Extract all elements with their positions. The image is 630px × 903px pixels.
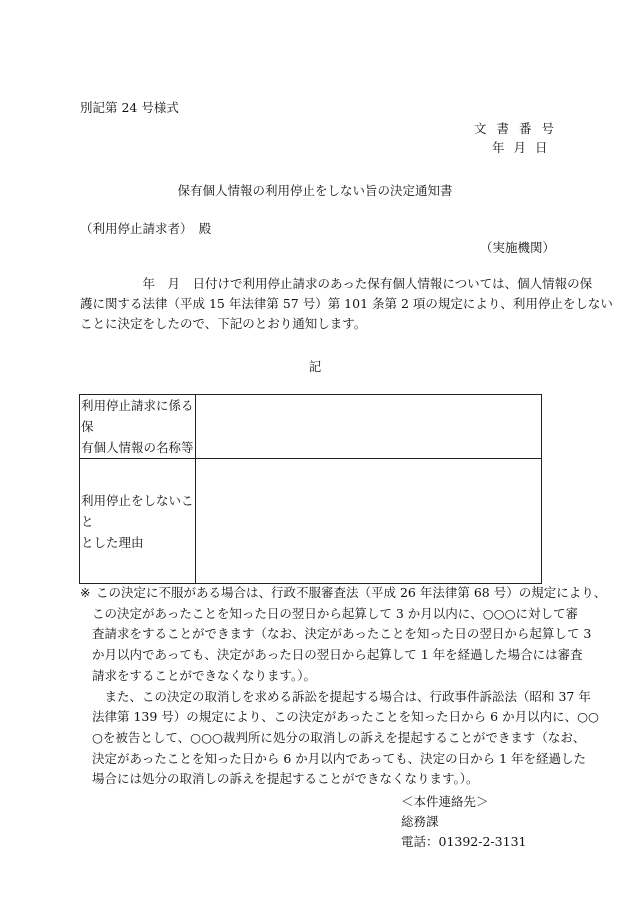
body-paragraph: [80, 274, 613, 334]
detail-table: [79, 394, 542, 584]
form-number: 別記第 24 号様式: [80, 100, 179, 115]
label-line: 利用停止請求に係る保: [81, 398, 194, 434]
body-line: 護に関する法律（平成 15 年法律第 57 号）第 101 条第 2 項の規定により、利用停止をしない: [80, 296, 613, 311]
notice-line: ○を被告として、○○○裁判所に処分の取消しの訴えを提起することができます（なお、: [92, 729, 586, 745]
appeal-notice: [80, 583, 607, 790]
notice-line: 請求をすることができなくなります。）。: [92, 667, 317, 683]
contact-block: [401, 792, 526, 852]
table-row: [80, 395, 542, 459]
note-mark: ※: [80, 585, 91, 600]
addressee: （利用停止請求者） 殿: [80, 221, 212, 236]
notice-line: 査請求をすることができます（なお、決定があったことを知った日の翌日から起算して 3: [92, 626, 592, 642]
information-name-cell: [196, 395, 542, 459]
notice-line: 場合には処分の取消しの訴えを提起することができなくなります。）。: [92, 771, 479, 787]
row-label-information-name: [80, 395, 196, 459]
contact-department: 総務課: [401, 814, 439, 829]
document-number: 文書番号: [474, 121, 565, 136]
table-row: [80, 459, 542, 584]
notice-line: 決定があったことを知った日から 6 か月以内であっても、決定の日から 1 年を経過した: [92, 750, 587, 766]
notice-line: ※ この決定に不服がある場合は、行政不服審査法（平成 26 年法律第 68 号）の規定により、: [80, 583, 560, 604]
reason-cell: [196, 459, 542, 584]
notice-line: この決定があったことを知った日の翌日から起算して 3 か月以内に、○○○に対して審: [92, 605, 578, 621]
body-line: 年 月 日付けで利用停止請求のあった保有個人情報については、個人情報の保: [80, 276, 593, 291]
contact-heading: ＜本件連絡先＞: [401, 794, 489, 809]
label-line: 利用停止をしないこと: [81, 492, 194, 529]
ki-heading: 記: [308, 359, 322, 374]
body-line: ことに決定をしたので、下記のとおり通知します。: [80, 316, 367, 331]
contact-phone: 電話：01392-2-3131: [401, 834, 527, 849]
date-line: 年月日: [492, 140, 557, 155]
document-title: 保有個人情報の利用停止をしない旨の決定通知書: [177, 183, 453, 198]
issuing-agency: （実施機関）: [480, 240, 556, 255]
notice-line: か月以内であっても、決定があった日の翌日から起算して 1 年を経過した場合には審査: [92, 647, 583, 663]
label-line: とした理由: [81, 534, 144, 550]
row-label-reason: [80, 459, 196, 584]
notice-line: また、この決定の取消しを求める訴訟を提起する場合は、行政事件訴訟法（昭和 37 年: [92, 688, 591, 704]
label-line: 有個人情報の名称等: [81, 440, 194, 455]
notice-line: 法律第 139 号）の規定により、この決定があったことを知った日から 6 か月以内に、○○: [92, 709, 599, 725]
